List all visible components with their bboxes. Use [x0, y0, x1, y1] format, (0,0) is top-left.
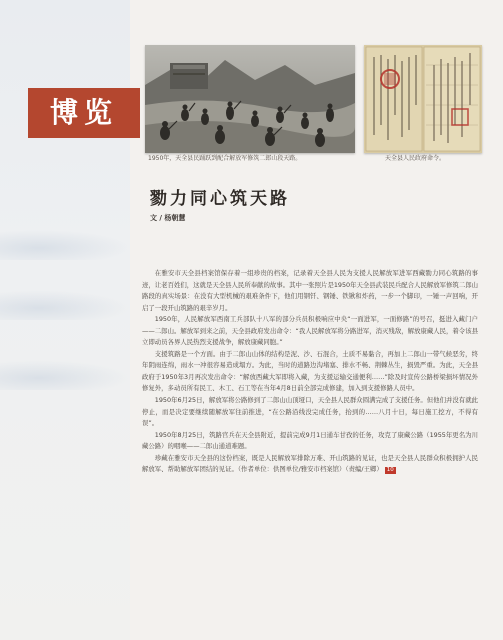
article-body — [142, 268, 478, 476]
road-construction-photo — [145, 45, 355, 153]
photo-caption-left: 1950年，天全县民踊跃到配合解放军修筑二郎山段天路。 — [148, 155, 302, 162]
cloud-decoration — [0, 230, 130, 260]
article-paragraph-text: 珍藏在雅安市天全县的这份档案，既是人民解放军排除万难、开山筑路的见证，也是天全县人民群众积极拥护人民解放军、帮助解放军团结的见证。（作者单位：供图单位/雅安市档案馆）（责编/王卿） — [142, 453, 478, 474]
article-author: 文 / 杨朝慧 — [150, 214, 186, 222]
article-paragraph: 支援筑路是一个方面。由于二郎山山体的结构是泥、沙、石混合，土质不易黏合，再加上二郎山一带气候恶劣，终年阴雨连绵，雨水一冲很容易造成塌方。为此，当时的道路边沟堵塞、排水不畅、荆棘丛生，损毁严重。为此，天全县政府于1950年3月再次发出命令：“解放西藏大军即将入藏，为支援运输交通便利……”除及时宣传公路桥梁损坏情况外修复外，多动员所有民工、木工、石工等在当年4月8日前全部完成修建，加入到支援修路人员中。 — [142, 349, 478, 393]
article-title: 勠力同心筑天路 — [150, 189, 290, 209]
road-construction-photo-image — [145, 45, 355, 153]
section-label: 博览 — [28, 88, 140, 138]
article-paragraph: 在雅安市天全县档案馆保存着一组珍贵的档案，记录着天全县人民为支援人民解放军进军西藏勠力同心筑路的事迹，让老百姓们，这就是天全县人民所奉献的故事。其中一张照片是1950年天全县武装民兵配合人民解放军修筑二郎山路段的真实场景：在没有大型机械的艰难条件下，他们用钢钎、钢锤、铁锹和炸药，一步一个脚印，一锤一声回响，开启了一段开山筑路的艰辛岁月。 — [142, 269, 478, 312]
page-number: 10 — [386, 467, 394, 474]
government-order-document-image — [364, 45, 482, 153]
cloud-decoration — [0, 290, 130, 320]
article-paragraph: 1950年8月25日，筑路官兵在天全县附近，提前完成9月1日通车甘孜的任务，攻克了康藏公路（1955年更名为川藏公路）的咽喉——二郎山通道难题。 — [142, 430, 478, 451]
cloud-decoration — [0, 360, 130, 390]
photo-caption-right: 天全县人民政府命令。 — [385, 155, 446, 162]
article-paragraph: 1950年，人民解放军西南工兵部队十八军的部分兵员积极响应中央“一面进军，一面修路”的号召，挺进入藏门户——二郎山。解放军到来之前，天全县政府发出命令：“我人民解放军将分路进军，消灭残敌，解放康藏人民，着令该县立即动员各界人民热烈支援战争，解放康藏同胞。” — [142, 315, 478, 347]
article-paragraph-last — [142, 453, 478, 476]
government-order-document-photo — [364, 45, 482, 153]
article-paragraph: 1950年6月25日，解放军将公路修到了二郎山山顶垭口，天全县人民群众圆满完成了支援任务。但他们并没有就此停止，而是决定要继续随解放军往前推进，“在公路沿线没完成任务，抬到的……八月十日，每日施工挖方，不得有误”。 — [142, 396, 478, 428]
